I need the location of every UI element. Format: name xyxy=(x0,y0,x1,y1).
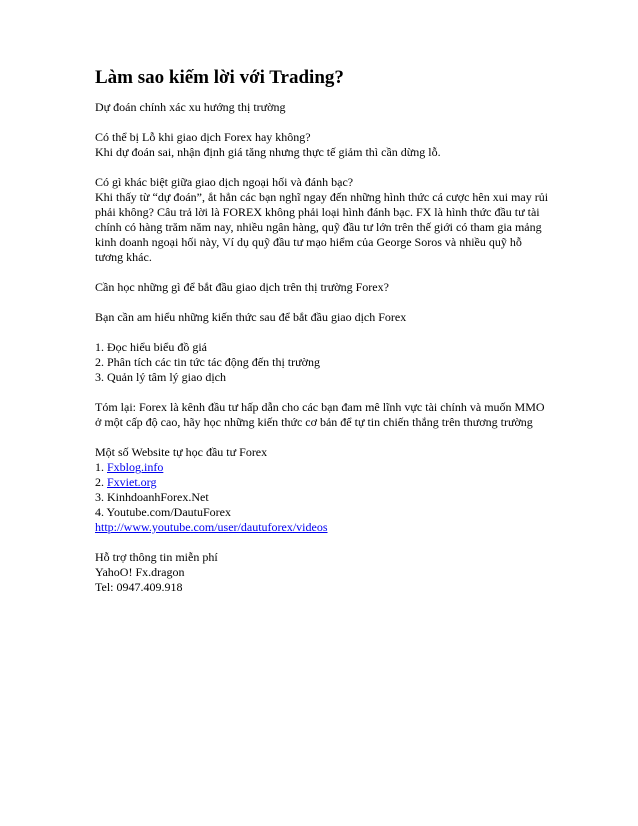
gambling-paragraph xyxy=(95,175,555,265)
website-item: 3. KinhdoanhForex.Net xyxy=(95,490,209,504)
website-item xyxy=(95,475,555,490)
gambling-answer-line: Khi thấy từ “dự đoán”, ắt hẳn các bạn nghĩ ngay đến những hình thức cá cược hên xui may rủi xyxy=(95,190,549,204)
learning-question-paragraph xyxy=(95,280,555,295)
website-item: 4. Youtube.com/DautuForex xyxy=(95,505,231,519)
summary-line: ở một cấp độ cao, hãy học những kiến thức cơ bản để tự tin chiến thắng trên thương trường xyxy=(95,415,533,429)
websites-section xyxy=(95,445,555,535)
gambling-answer-line: phải không? Câu trả lời là FOREX không phải loại hình đánh bạc. FX là hình thức đầu tư tài xyxy=(95,205,540,219)
gambling-answer-line: tương khác. xyxy=(95,250,152,264)
fxviet-link[interactable]: Fxviet.org xyxy=(107,475,157,489)
document-title: Làm sao kiếm lời với Trading? xyxy=(95,67,344,88)
stop-loss-answer: Khi dự đoán sai, nhận định giá tăng nhưng thực tế giảm thì cần dừng lỗ. xyxy=(95,145,441,159)
gambling-answer-line: kinh doanh ngoại hối này, Ví dụ quỹ đầu tư mạo hiểm của George Soros và nhiều quỹ hỗ xyxy=(95,235,522,249)
intro-paragraph xyxy=(95,100,555,115)
websites-heading: Một số Website tự học đầu tư Forex xyxy=(95,445,268,459)
phone-contact: Tel: 0947.409.918 xyxy=(95,580,183,594)
website-item xyxy=(95,460,555,475)
website-number: 1. xyxy=(95,460,107,474)
learning-question: Cần học những gì để bắt đầu giao dịch trên thị trường Forex? xyxy=(95,280,389,294)
support-section xyxy=(95,550,555,595)
intro-text: Dự đoán chính xác xu hướng thị trường xyxy=(95,100,286,114)
knowledge-paragraph xyxy=(95,310,555,325)
document-page xyxy=(95,66,555,610)
list-item: 3. Quản lý tâm lý giao dịch xyxy=(95,370,226,384)
gambling-question: Có gì khác biệt giữa giao dịch ngoại hối và đánh bạc? xyxy=(95,175,354,189)
list-item: 1. Đọc hiểu biểu đồ giá xyxy=(95,340,207,354)
steps-list xyxy=(95,340,555,385)
youtube-link[interactable]: http://www.youtube.com/user/dautuforex/videos xyxy=(95,520,328,534)
support-heading: Hỗ trợ thông tin miễn phí xyxy=(95,550,218,564)
summary-line: Tóm lại: Forex là kênh đầu tư hấp dẫn cho các bạn đam mê lĩnh vực tài chính và muốn MMO xyxy=(95,400,545,414)
knowledge-text: Bạn cần am hiểu những kiến thức sau để bắt đầu giao dịch Forex xyxy=(95,310,407,324)
gambling-answer-line: chính có hàng trăm năm nay, nhiều ngân hàng, quỹ đầu tư lớn trên thế giới có tham gia mảng xyxy=(95,220,542,234)
yahoo-contact: YahoO! Fx.dragon xyxy=(95,565,185,579)
fxblog-link[interactable]: Fxblog.info xyxy=(107,460,164,474)
website-number: 2. xyxy=(95,475,107,489)
stop-loss-paragraph xyxy=(95,130,555,160)
list-item: 2. Phân tích các tin tức tác động đến thị trường xyxy=(95,355,320,369)
summary-paragraph xyxy=(95,400,555,430)
website-item xyxy=(95,520,555,535)
stop-loss-question: Có thể bị Lỗ khi giao dịch Forex hay không? xyxy=(95,130,311,144)
